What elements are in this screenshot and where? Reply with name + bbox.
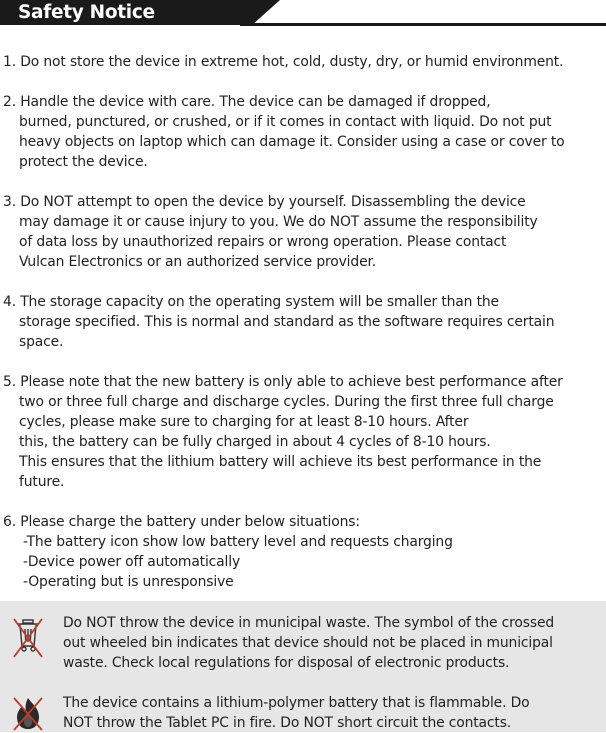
item-line: of data loss by unauthorized repairs or wrong operation. Please contact <box>19 234 507 250</box>
safety-item-5 <box>3 372 606 492</box>
item-line: may damage it or cause injury to you. We do NOT assume the responsibility <box>19 214 538 230</box>
sub-item: -Operating but is unresponsive <box>23 574 234 590</box>
notice-line: Do NOT throw the device in municipal waste. The symbol of the crossed <box>63 615 555 631</box>
item-line: two or three full charge and discharge cycles. During the first three full charge <box>19 394 554 410</box>
item-line: 4. The storage capacity on the operating system will be smaller than the <box>3 294 499 310</box>
notice-waste-text <box>63 613 606 673</box>
safety-list <box>3 52 606 612</box>
disposal-notices <box>0 601 606 732</box>
item-line: storage specified. This is normal and standard as the software requires certain <box>19 314 555 330</box>
item-line: this, the battery can be fully charged in about 4 cycles of 8-10 hours. <box>19 434 491 450</box>
item-line: 1. Do not store the device in extreme hot, cold, dusty, dry, or humid environment. <box>3 54 564 70</box>
notice-line: waste. Check local regulations for disposal of electronic products. <box>63 655 510 671</box>
sub-item: -The battery icon show low battery level and requests charging <box>23 534 453 550</box>
item-line: heavy objects on laptop which can damage it. Consider using a case or cover to <box>19 134 565 150</box>
item-line: 6. Please charge the battery under below situations: <box>3 514 360 530</box>
safety-item-3 <box>3 192 606 272</box>
crossed-wheeled-bin-icon <box>10 616 46 660</box>
item-line: Vulcan Electronics or an authorized service provider. <box>19 254 377 270</box>
sub-item: -Device power off automatically <box>23 554 241 570</box>
notice-fire-text <box>63 693 606 733</box>
item-line: This ensures that the lithium battery will achieve its best performance in the <box>19 454 542 470</box>
safety-item-2 <box>3 92 606 172</box>
no-fire-icon <box>10 694 46 732</box>
item-line: 5. Please note that the new battery is only able to achieve best performance after <box>3 374 563 390</box>
item-line: 2. Handle the device with care. The device can be damaged if dropped, <box>3 94 491 110</box>
item-line: future. <box>19 474 65 490</box>
item-line: space. <box>19 334 64 350</box>
safety-item-4 <box>3 292 606 352</box>
item-line: cycles, please make sure to charging for at least 8-10 hours. After <box>19 414 469 430</box>
notice-line: The device contains a lithium-polymer battery that is flammable. Do <box>63 695 530 711</box>
safety-notice-header <box>0 0 606 27</box>
notice-line: out wheeled bin indicates that device should not be placed in municipal <box>63 635 553 651</box>
safety-item-6 <box>3 512 606 592</box>
notice-line: NOT throw the Tablet PC in fire. Do NOT short circuit the contacts. <box>63 715 512 731</box>
safety-item-1 <box>3 52 606 72</box>
item-line: protect the device. <box>19 154 148 170</box>
item-line: 3. Do NOT attempt to open the device by yourself. Disassembling the device <box>3 194 526 210</box>
page-title: Safety Notice <box>18 2 155 23</box>
header-rule <box>240 23 606 26</box>
item-line: burned, punctured, or crushed, or if it comes in contact with liquid. Do not put <box>19 114 552 130</box>
